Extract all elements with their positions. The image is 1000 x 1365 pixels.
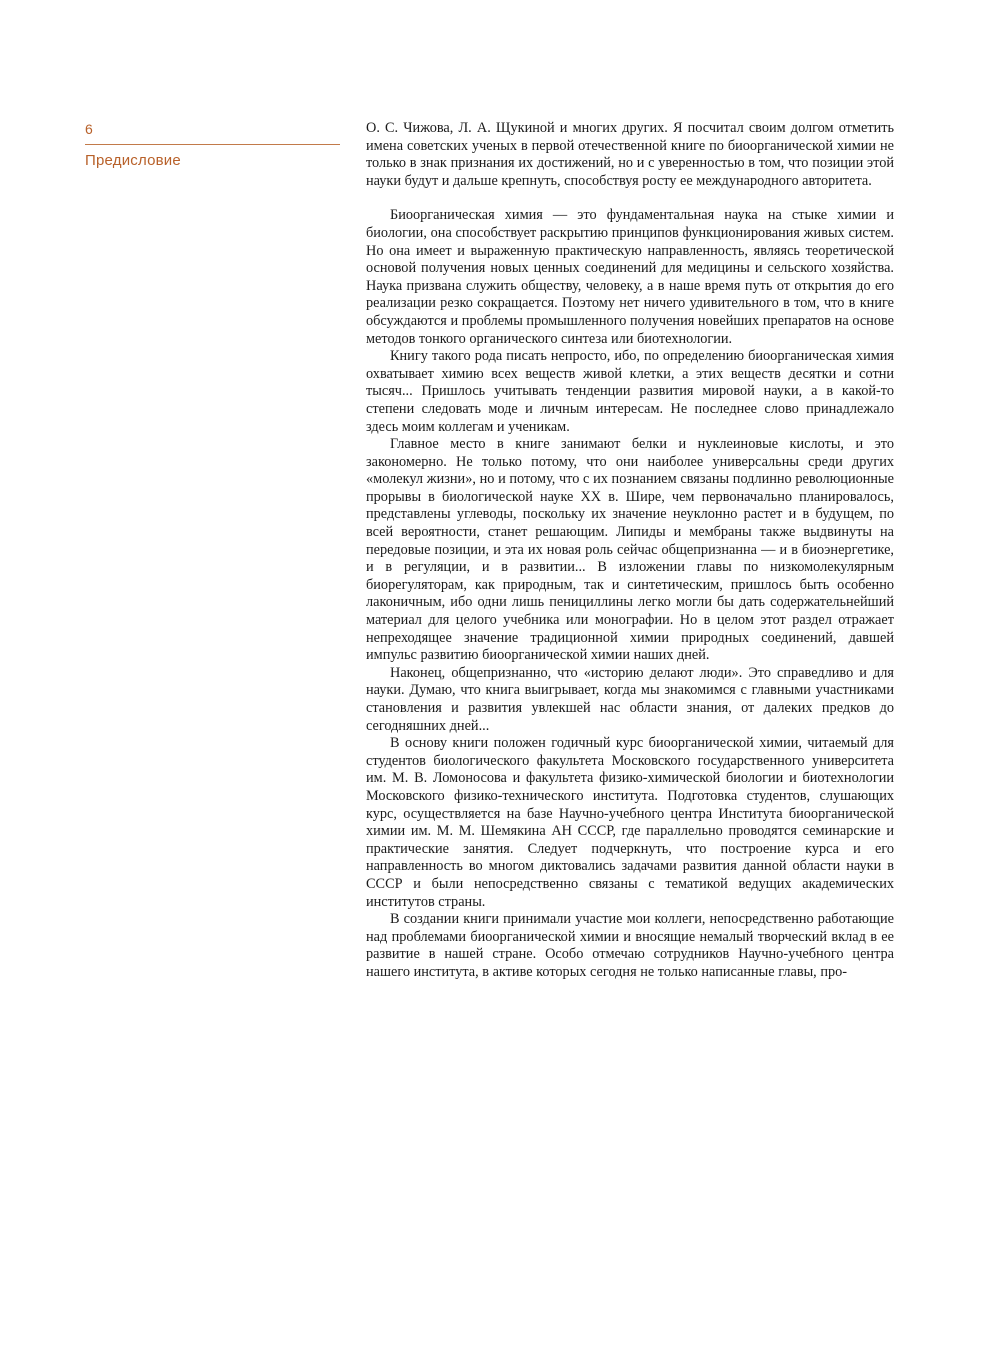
paragraph-6: В основу книги положен годичный курс биоорганической химии, читаемый для студентов биологического факультета Московского государственного университета им. М. В. Ломоносова и факультета физико-химической биологии и биотехнологии Московского физико-технического института. Подготовка студентов, слушающих курс, осуществляется на базе Научно-учебного центра Института биоорганической химии им. М. М. Шемякина АН СССР, где параллельно проводятся семинарские и практические занятия. Следует подчеркнуть, что построение курса и его направленность во многом диктовались задачами развития данной области науки в СССР и были непосредственно связаны с тематикой ведущих академических институтов страны.: [366, 735, 894, 910]
paragraph-2: Биоорганическая химия — это фундаментальная наука на стыке химии и биологии, она способствует раскрытию принципов функционирования живых систем. Но она имеет и выраженную практическую направленность, являясь теоретической основой получения новых ценных соединений для медицины и сельского хозяйства. Наука призвана служить обществу, человеку, а в наше время путь от открытия до его реализации резко сокращается. Поэтому нет ничего удивительного в том, что в книге обсуждаются и проблемы промышленного получения новейших препаратов на основе методов тонкого органического синтеза или биотехнологии.: [366, 207, 894, 347]
page-number: 6: [85, 121, 93, 137]
paragraph-4: Главное место в книге занимают белки и нуклеиновые кислоты, и это закономерно. Не только потому, что они наиболее универсальны среди других «молекул жизни», но и потому, что с их познанием связаны подлинно революционные прорывы в биологической науке XX в. Шире, чем первоначально планировалось, представлены углеводы, поскольку их значение неуклонно растет и в будущем, по всей вероятности, станет решающим. Липиды и мембраны также выдвинуты на передовые позиции, и эта их новая роль сейчас общепризнанна — и в биоэнергетике, и в регуляции, и в развитии... В изложении главы по низкомолекулярным биорегуляторам, как природным, так и синтетическим, пришлось быть особенно лаконичным, ибо одни лишь пенициллины легко могли бы дать содержательнейший материал для целого учебника или монографии. Но в целом этот раздел отражает непреходящее значение традиционной химии природных соединений, давшей импульс развитию биоорганической химии наших дней.: [366, 436, 894, 664]
paragraph-7: В создании книги принимали участие мои коллеги, непосредственно работающие над проблемами биоорганической химии и вносящие немалый творческий вклад в ее развитие в нашей стране. Особо отмечаю сотрудников Научно-учебного центра нашего института, в активе которых сегодня не только написанные главы, про-: [366, 911, 894, 980]
margin-divider: [85, 144, 340, 145]
paragraph-1: О. С. Чижова, Л. А. Щукиной и многих других. Я посчитал своим долгом отметить имена советских ученых в первой отечественной книге по биоорганической химии не только в знак признания их достижений, но и с уверенностью в том, что позиции этой науки будут и дальше крепнуть, способствуя росту ее международного авторитета.: [366, 120, 894, 189]
margin-column: [85, 120, 340, 169]
section-title: Предисловие: [85, 152, 181, 169]
paragraph-5: Наконец, общепризнанно, что «историю делают люди». Это справедливо и для науки. Думаю, что книга выигрывает, когда мы знакомимся с главными участниками становления и развития увлекшей нас области знания, от далеких предков до сегодняшних дней...: [366, 664, 894, 734]
body-text: [366, 120, 894, 982]
paragraph-3: Книгу такого рода писать непросто, ибо, по определению биоорганическая химия охватывает химию всех веществ живой клетки, а этих веществ десятки и сотни тысяч... Пришлось учитывать тенденции развития мировой науки, а в какой-то степени следовать моде и личным интересам. Не последнее слово принадлежало здесь моим коллегам и ученикам.: [366, 348, 894, 435]
